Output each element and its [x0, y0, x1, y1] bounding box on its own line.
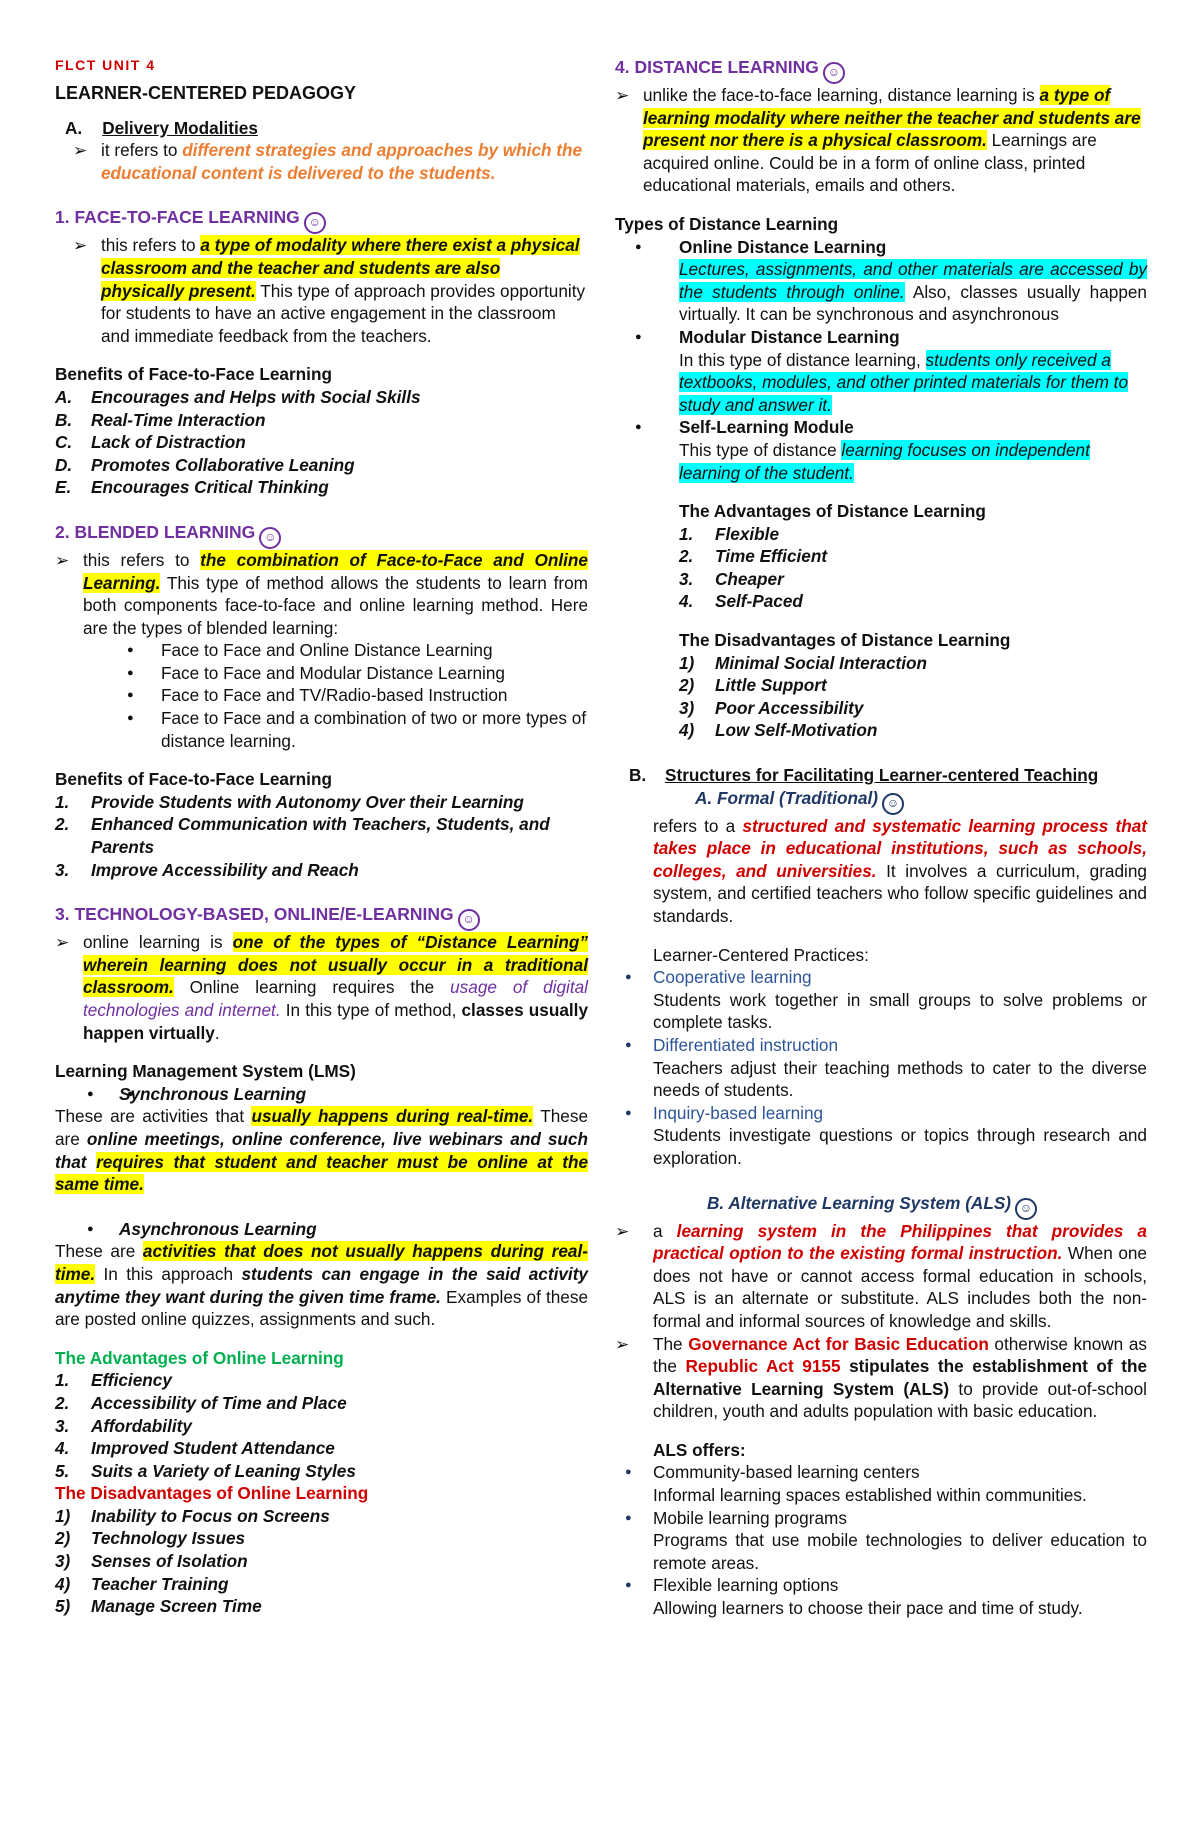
ftf-benefits-title: Benefits of Face-to-Face Learning — [55, 364, 332, 385]
blended-types-list — [55, 639, 588, 752]
section-a-heading: A. Delivery Modalities — [65, 117, 258, 138]
als-title: B. Alternative Learning System (ALS) ☺ — [615, 1192, 1147, 1220]
modular-distance-title: ● Modular Distance Learning — [615, 326, 1147, 349]
distance-definition: ➢ unlike the face-to-face learning, distance learning is a type of learning modality where neither the teacher and students are present nor there is a physical classroom. Learnings are acquired online. Could be in a form of online class, printed educational materials, emails and others. — [615, 84, 1147, 197]
list-item: 5. Suits a Variety of Leaning Styles — [55, 1460, 356, 1481]
list-item: ● Face to Face and Online Distance Learning — [55, 639, 588, 662]
list-item: ● Mobile learning programs — [615, 1507, 1147, 1530]
list-item: 2. Enhanced Communication with Teachers, Students, and Parents — [55, 814, 550, 858]
smiley-icon: ☺ — [882, 793, 904, 815]
list-item: 4) Teacher Training — [55, 1573, 229, 1594]
online-dis-list — [55, 1505, 588, 1618]
list-item: 2) Technology Issues — [55, 1528, 246, 1549]
list-item: 3) Poor Accessibility — [679, 697, 864, 718]
online-distance-description: Lectures, assignments, and other materials are accessed by the students through online. Also, classes usually happen virtually. It can be synchronous and asynchronous — [679, 259, 1147, 325]
left-column — [55, 56, 588, 1618]
practices-title: Learner-Centered Practices: — [653, 944, 869, 965]
online-adv-title: The Advantages of Online Learning — [55, 1347, 344, 1368]
tech-title: 3. TECHNOLOGY-BASED, ONLINE/E-LEARNING ☺ — [55, 903, 588, 931]
list-item: 3. Affordability — [55, 1415, 192, 1436]
list-item: ● Face to Face and a combination of two or more types of distance learning. — [55, 707, 588, 752]
list-item: C. Lack of Distraction — [55, 432, 246, 453]
list-item: 3. Cheaper — [679, 568, 784, 589]
page-title: LEARNER-CENTERED PEDAGOGY — [55, 83, 357, 103]
list-item: D. Promotes Collaborative Leaning — [55, 454, 355, 475]
right-column — [615, 56, 1147, 1620]
blended-definition: ➢ this refers to the combination of Face-to-Face and Online Learning. This type of method allows the students to learn from both components face-to-face and online learning method. Here are the types of blended learning: — [55, 549, 588, 639]
als-governance: ➢ The Governance Act for Basic Education otherwise known as the Republic Act 9155 stipulates the establishment of the Alternative Learning System (ALS) to provide out-of-school children, youth and adults population with basic education. — [615, 1333, 1147, 1423]
online-dis-title: The Disadvantages of Online Learning — [55, 1483, 369, 1504]
als-offers-list — [615, 1461, 1147, 1619]
list-item: 3. Improve Accessibility and Reach — [55, 859, 359, 880]
distance-types-title: Types of Distance Learning — [615, 213, 839, 234]
blended-benefits-list — [55, 791, 588, 881]
list-item: 1) Inability to Focus on Screens — [55, 1505, 330, 1526]
list-item-description: Allowing learners to choose their pace and time of study. — [653, 1598, 1083, 1619]
list-item-description: Students work together in small groups to solve problems or complete tasks. — [653, 989, 1147, 1033]
list-item: 2. Time Efficient — [679, 546, 828, 567]
list-item: 4) Low Self-Motivation — [679, 720, 878, 741]
ftf-title: 1. FACE-TO-FACE LEARNING ☺ — [55, 206, 588, 234]
list-item: 2. Accessibility of Time and Place — [55, 1392, 347, 1413]
list-item: 4. Self-Paced — [679, 591, 803, 612]
practices-list — [615, 966, 1147, 1169]
smiley-icon: ☺ — [458, 909, 480, 931]
async-description: These are activities that does not usually happens during real-time. In this approach students can engage in the said activity anytime they want during the given time frame. Examples of these are posted online quizzes, assignments and such. — [55, 1241, 589, 1330]
als-offers-title: ALS offers: — [653, 1439, 746, 1460]
list-item: ● Face to Face and Modular Distance Learning — [55, 662, 588, 685]
list-item: ● Inquiry-based learning — [615, 1102, 1147, 1125]
blended-title: 2. BLENDED LEARNING ☺ — [55, 521, 588, 549]
lms-title: Learning Management System (LMS) — [55, 1061, 356, 1082]
distance-dis-title: The Disadvantages of Distance Learning — [679, 630, 1011, 651]
list-item: ● Cooperative learning — [615, 966, 1147, 989]
ftf-benefits-list — [55, 386, 588, 499]
formal-description: refers to a structured and systematic learning process that takes place in educational institutions, such as schools, colleges, and universities. It involves a curriculum, grading system, and certified teachers who follow specific guidelines and standards. — [653, 815, 1147, 926]
smiley-icon: ☺ — [259, 527, 281, 549]
distance-title: 4. DISTANCE LEARNING ☺ — [615, 56, 1147, 84]
list-item: 3) Senses of Isolation — [55, 1551, 248, 1572]
sync-description: These are activities that usually happens during real-time. These are online meetings, online conference, live webinars and such that requires that student and teacher must be online at the same time. — [55, 1106, 589, 1195]
list-item-description: Informal learning spaces established within communities. — [653, 1485, 1087, 1506]
smiley-icon: ☺ — [1015, 1198, 1037, 1220]
modular-distance-description: In this type of distance learning, students only received a textbooks, modules, and other printed materials for them to study and answer it. — [679, 349, 1129, 415]
distance-adv-list — [615, 523, 1147, 613]
formal-title: A. Formal (Traditional) ☺ — [615, 787, 1147, 815]
list-item: ● Community-based learning centers — [615, 1461, 1147, 1484]
list-item: 4. Improved Student Attendance — [55, 1438, 335, 1459]
list-item: 5) Manage Screen Time — [55, 1596, 262, 1617]
smiley-icon: ☺ — [823, 62, 845, 84]
unit-label: FLCT UNIT 4 — [55, 57, 156, 73]
slm-description: This type of distance learning focuses on independent learning of the student. — [679, 439, 1090, 483]
list-item: E. Encourages Critical Thinking — [55, 477, 329, 498]
list-item: A. Encourages and Helps with Social Skills — [55, 386, 421, 407]
list-item: 1. Provide Students with Autonomy Over their Learning — [55, 791, 524, 812]
section-b-heading: B. Structures for Facilitating Learner-centered Teaching — [629, 765, 1099, 786]
slm-title: ● Self-Learning Module — [615, 416, 1147, 439]
distance-dis-list — [615, 652, 1147, 742]
als-definition: ➢ a learning system in the Philippines that provides a practical option to the existing formal instruction. When one does not have or cannot access formal education in schools, ALS is an alternate or substitute. ALS includes both the non- formal and informal sources of knowledge and skills. — [615, 1220, 1147, 1333]
list-item-description: Students investigate questions or topics through research and exploration. — [653, 1125, 1147, 1168]
sync-title: ● ● Synchronous Learning — [55, 1083, 588, 1106]
list-item: 1) Minimal Social Interaction — [679, 652, 928, 673]
list-item: ● Flexible learning options — [615, 1574, 1147, 1597]
list-item-description: Teachers adjust their teaching methods to cater to the diverse needs of students. — [653, 1057, 1147, 1101]
list-item: ● Face to Face and TV/Radio-based Instruction — [55, 684, 588, 707]
list-item-description: Programs that use mobile technologies to deliver education to remote areas. — [653, 1530, 1147, 1573]
async-title: ● Asynchronous Learning — [87, 1218, 317, 1239]
list-item: ● Differentiated instruction — [615, 1034, 1147, 1057]
list-item: 2) Little Support — [679, 675, 827, 696]
online-distance-title: ● Online Distance Learning — [615, 236, 1147, 259]
list-item: B. Real-Time Interaction — [55, 409, 266, 430]
distance-adv-title: The Advantages of Distance Learning — [679, 501, 986, 522]
list-item: 1. Efficiency — [55, 1370, 172, 1391]
online-adv-list — [55, 1369, 588, 1482]
blended-benefits-title: Benefits of Face-to-Face Learning — [55, 769, 332, 790]
ftf-definition: ➢ this refers to a type of modality where there exist a physical classroom and the teacher and students are also physically present. This type of approach provides opportunity for students to have an active engagement in the classroom and immediate feedback from the teachers. — [55, 234, 588, 347]
smiley-icon: ☺ — [304, 212, 326, 234]
section-a-definition: ➢ it refers to different strategies and approaches by which the educational content is delivered to the students. — [55, 139, 588, 184]
tech-definition: ➢ online learning is one of the types of “Distance Learning” wherein learning does not usually occur in a traditional classroom. Online learning requires the usage of digital technologies and internet. In this type of method, classes usually happen virtually. — [55, 931, 588, 1044]
list-item: 1. Flexible — [679, 523, 779, 544]
